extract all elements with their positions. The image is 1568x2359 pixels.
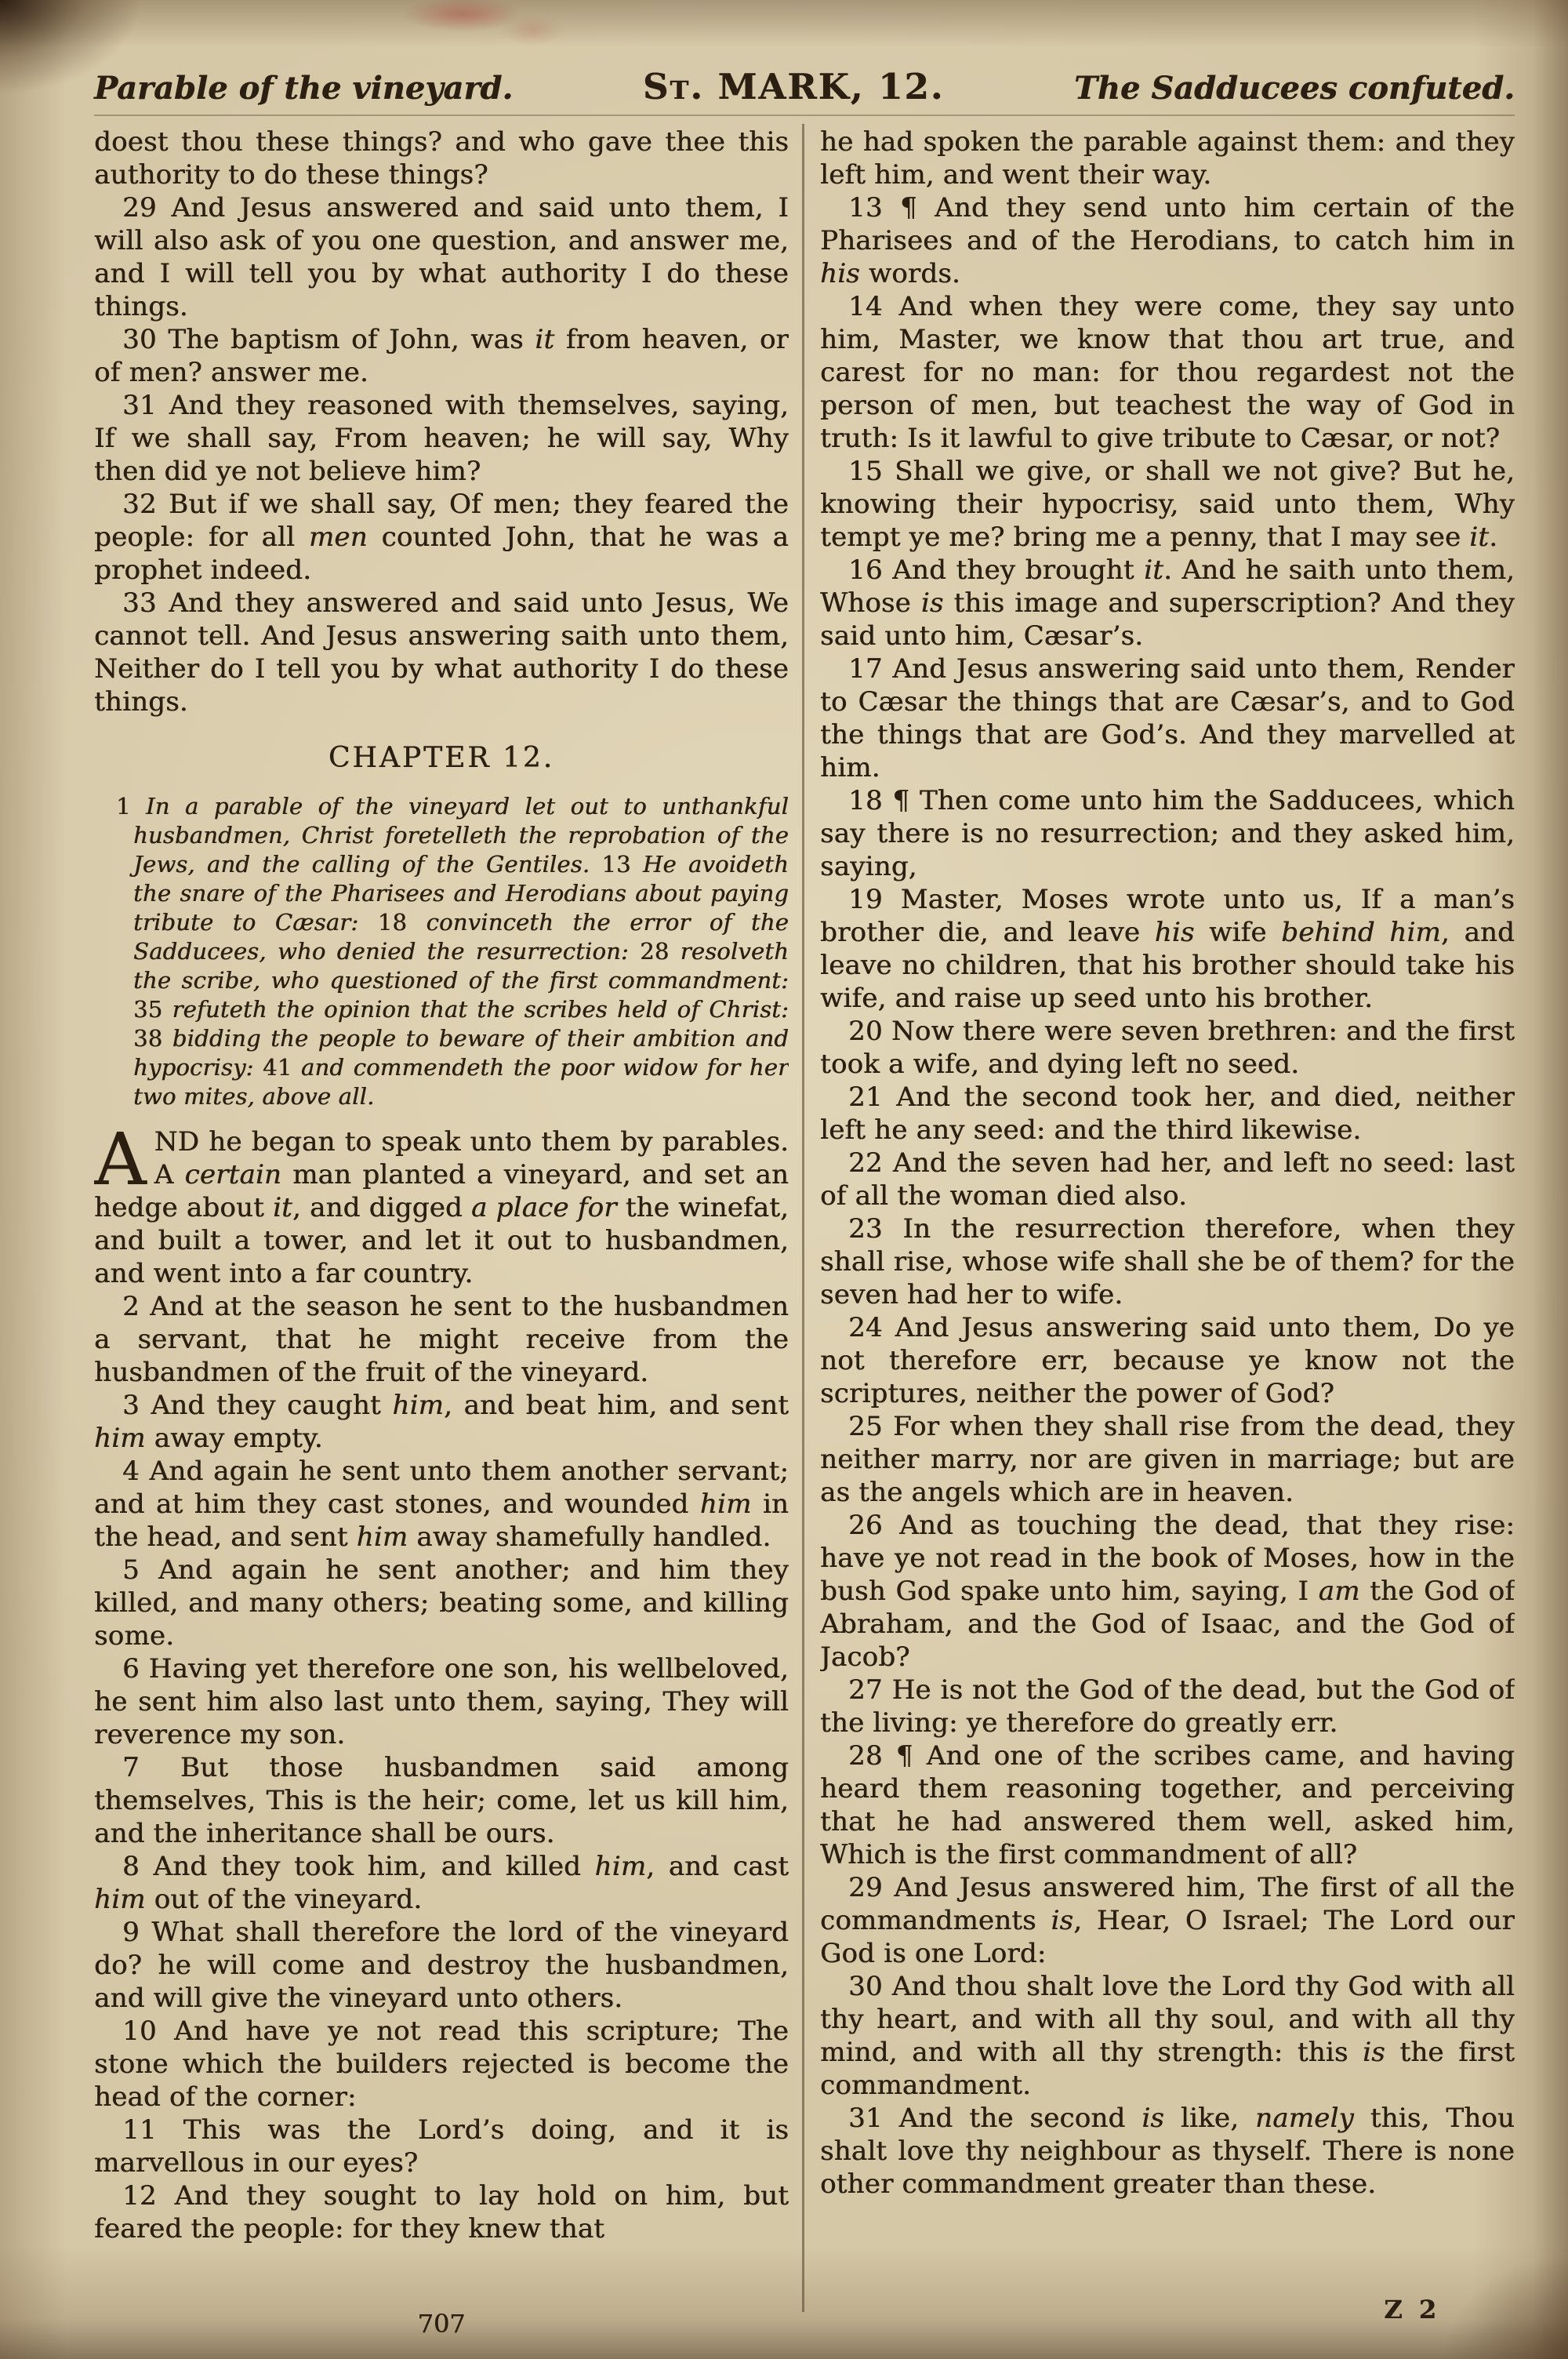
verse-17: 17 And Jesus answering said unto them, Render to Cæsar the things that are Cæsar’s, and to God the things that are God’s. And they marvelled at him. — [820, 653, 1515, 783]
column-divider — [802, 124, 804, 2312]
header-rule — [94, 114, 1515, 116]
verse-number: 17 — [848, 653, 893, 685]
verse-number: 6 — [122, 1653, 149, 1685]
verse-number: 32 — [122, 489, 169, 520]
verse-25: 25 For when they shall rise from the dead, they neither marry, nor are given in marriage; but are as the angels which are in heaven. — [820, 1411, 1515, 1508]
verse-number: 7 — [122, 1752, 180, 1783]
verse-number: 5 — [122, 1554, 159, 1586]
verse-number: 8 — [122, 1851, 154, 1882]
verse-number: 20 — [848, 1016, 891, 1047]
continuation-paragraph: he had spoken the parable against them: and they left him, and went their way. — [820, 126, 1515, 191]
verse-12: 12 And they sought to lay hold on him, but feared the people: for they knew that — [94, 2180, 789, 2245]
verse-14: 14 And when they were come, they say unto him, Master, we know that thou art true, and carest for no man: for thou regardest not the person of men, but teachest the way of God in truth: Is it lawful to give tribute to Cæsar, or not? — [820, 291, 1515, 454]
verse-22: 22 And the seven had her, and left no seed: last of all the woman died also. — [820, 1147, 1515, 1212]
verse-29: 29 And Jesus answered him, The first of all the commandments is, Hear, O Israel; The Lord our God is one Lord: — [820, 1872, 1515, 1969]
verse-8: 8 And they took him, and killed him, and cast him out of the vineyard. — [94, 1851, 789, 1915]
page-number: 707 — [417, 2309, 466, 2339]
verse-number: 25 — [848, 1411, 893, 1442]
verse-number: 26 — [848, 1510, 900, 1541]
verse-27: 27 He is not the God of the dead, but the God of the living: ye therefore do greatly err. — [820, 1674, 1515, 1739]
running-head-right: The Sadducees confuted. — [1074, 70, 1515, 107]
chapter-heading: CHAPTER 12. — [328, 742, 555, 774]
verse-number: 9 — [122, 1917, 152, 1948]
verse-32: 32 But if we shall say, Of men; they feared the people: for all men counted John, that he was a prophet indeed. — [94, 489, 789, 586]
verse-30: 30 The baptism of John, was it from heaven, or of men? answer me. — [94, 324, 789, 388]
verse-19: 19 Master, Moses wrote unto us, If a man’s brother die, and leave his wife behind him, and leave no children, that his brother should take his wife, and raise up seed unto his brother. — [820, 884, 1515, 1014]
verse-16: 16 And they brought it. And he saith unto them, Whose is this image and superscription? And they said unto him, Cæsar’s. — [820, 554, 1515, 652]
verse-number: 18 — [848, 785, 893, 816]
verse-5: 5 And again he sent another; and him they killed, and many others; beating some, and killing some. — [94, 1554, 789, 1652]
verse-number: 27 — [848, 1674, 892, 1706]
running-head-left: Parable of the vineyard. — [94, 70, 514, 107]
verse-number: 14 — [848, 291, 899, 322]
verse-number: 30 — [122, 324, 169, 355]
verse-number: 19 — [848, 884, 901, 915]
verse-29: 29 And Jesus answered and said unto them, I will also ask of you one question, and answer me, and I will tell you by what authority I do these things. — [94, 192, 789, 322]
left-column — [94, 125, 789, 2245]
verse-11: 11 This was the Lord’s doing, and it is marvellous in our eyes? — [94, 2114, 789, 2179]
verse-10: 10 And have ye not read this scripture; The stone which the builders rejected is become the head of the corner: — [94, 2016, 789, 2113]
verse-number: 13 — [848, 192, 900, 224]
verse-7: 7 But those husbandmen said among themselves, This is the heir; come, let us kill him, and the inheritance shall be ours. — [94, 1752, 789, 1849]
verse-33: 33 And they answered and said unto Jesus, We cannot tell. And Jesus answering saith unto them, Neither do I tell you by what authority I do these things. — [94, 587, 789, 718]
verse-4: 4 And again he sent unto them another servant; and at him they cast stones, and wounded him in the head, and sent him away shamefully handled. — [94, 1456, 789, 1553]
verse-number: 16 — [848, 554, 893, 586]
continuation-paragraph: doest thou these things? and who gave thee this authority to do these things? — [94, 126, 789, 191]
verse-28: 28 ¶ And one of the scribes came, and having heard them reasoning together, and perceiving that he had answered them well, asked him, Which is the first commandment of all? — [820, 1740, 1515, 1870]
verse-number: 23 — [848, 1213, 903, 1245]
verse-2: 2 And at the season he sent to the husbandmen a servant, that he might receive from the husbandmen of the fruit of the vineyard. — [94, 1291, 789, 1388]
verse-13: 13 ¶ And they send unto him certain of the Pharisees and of the Herodians, to catch him in his words. — [820, 192, 1515, 289]
verse-number: 31 — [122, 390, 169, 421]
verse-23: 23 In the resurrection therefore, when they shall rise, whose wife shall she be of them? for the seven had her to wife. — [820, 1213, 1515, 1310]
verse-number: 21 — [848, 1081, 897, 1113]
verse-18: 18 ¶ Then come unto him the Sadducees, which say there is no resurrection; and they asked him, saying, — [820, 785, 1515, 882]
running-head — [94, 66, 1515, 107]
verse-number: 4 — [122, 1456, 150, 1487]
verse-number: 28 — [848, 1740, 896, 1772]
verse-9: 9 What shall therefore the lord of the vineyard do? he will come and destroy the husbandmen, and will give the vineyard unto others. — [94, 1917, 789, 2014]
verse-6: 6 Having yet therefore one son, his wellbeloved, he sent him also last unto them, saying, They will reverence my son. — [94, 1653, 789, 1750]
verse-31: 31 And they reasoned with themselves, saying, If we shall say, From heaven; he will say, Why then did ye not believe him? — [94, 390, 789, 487]
verse-number: 2 — [122, 1291, 151, 1322]
printers-signature: Z 2 — [1384, 2295, 1440, 2324]
running-head-center: St. MARK, 12. — [642, 66, 945, 107]
verse-number: 11 — [122, 2114, 183, 2146]
verse-20: 20 Now there were seven brethren: and the first took a wife, and dying left no seed. — [820, 1016, 1515, 1080]
verse-number: 30 — [848, 1971, 892, 2002]
verse-number: 22 — [848, 1147, 893, 1179]
verse-number: 33 — [122, 587, 169, 619]
verse-24: 24 And Jesus answering said unto them, Do ye not therefore err, because ye know not the scriptures, neither the power of God? — [820, 1312, 1515, 1409]
verse-15: 15 Shall we give, or shall we not give? But he, knowing their hypocrisy, said unto them, Why tempt ye me? bring me a penny, that I may see it. — [820, 456, 1515, 553]
verse-number: 29 — [848, 1872, 895, 1903]
verse-number: 12 — [122, 2180, 175, 2212]
verse-number: 10 — [122, 2016, 175, 2047]
verse-number: 31 — [848, 2103, 899, 2134]
drop-cap: A — [94, 1118, 147, 1201]
verse-26: 26 And as touching the dead, that they rise: have ye not read in the book of Moses, how in the bush God spake unto him, saying, I am the God of Abraham, and the God of Isaac, and the God of Jacob? — [820, 1510, 1515, 1673]
right-column — [820, 125, 1515, 2201]
verse-1: AND he began to speak unto them by parables. A certain man planted a vineyard, and set an hedge about it, and digged a place for the winefat, and built a tower, and let it out to husbandmen, and went into a far country. — [94, 1118, 789, 1289]
verse-number: 24 — [848, 1312, 895, 1343]
verse-number: 29 — [122, 192, 172, 224]
verse-21: 21 And the second took her, and died, neither left he any seed: and the third likewise. — [820, 1081, 1515, 1146]
verse-number: 3 — [122, 1390, 151, 1421]
verse-30: 30 And thou shalt love the Lord thy God with all thy heart, and with all thy soul, and with all thy mind, and with all thy strength: this is the first commandment. — [820, 1971, 1515, 2101]
chapter-summary: 1 In a parable of the vineyard let out to unthankful husbandmen, Christ foretelleth the reprobation of the Jews, and the calling of the Gentiles. 13 He avoideth the snare of the Pharisees and Herodians about paying tribute to Cæsar: 18 convinceth the error of the Sadducees, who denied the resurrection: 28 resolveth the scribe, who questioned of the first commandment: 35 refuteth the opinion that the scribes held of Christ: 38 bidding the people to beware of their ambition and hypocrisy: 41 and commendeth the poor widow for her two mites, above all. — [116, 793, 789, 1110]
verse-3: 3 And they caught him, and beat him, and sent him away empty. — [94, 1390, 789, 1454]
verse-31: 31 And the second is like, namely this, Thou shalt love thy neighbour as thyself. There is none other commandment greater than these. — [820, 2103, 1515, 2200]
verse-number: 15 — [848, 456, 895, 487]
